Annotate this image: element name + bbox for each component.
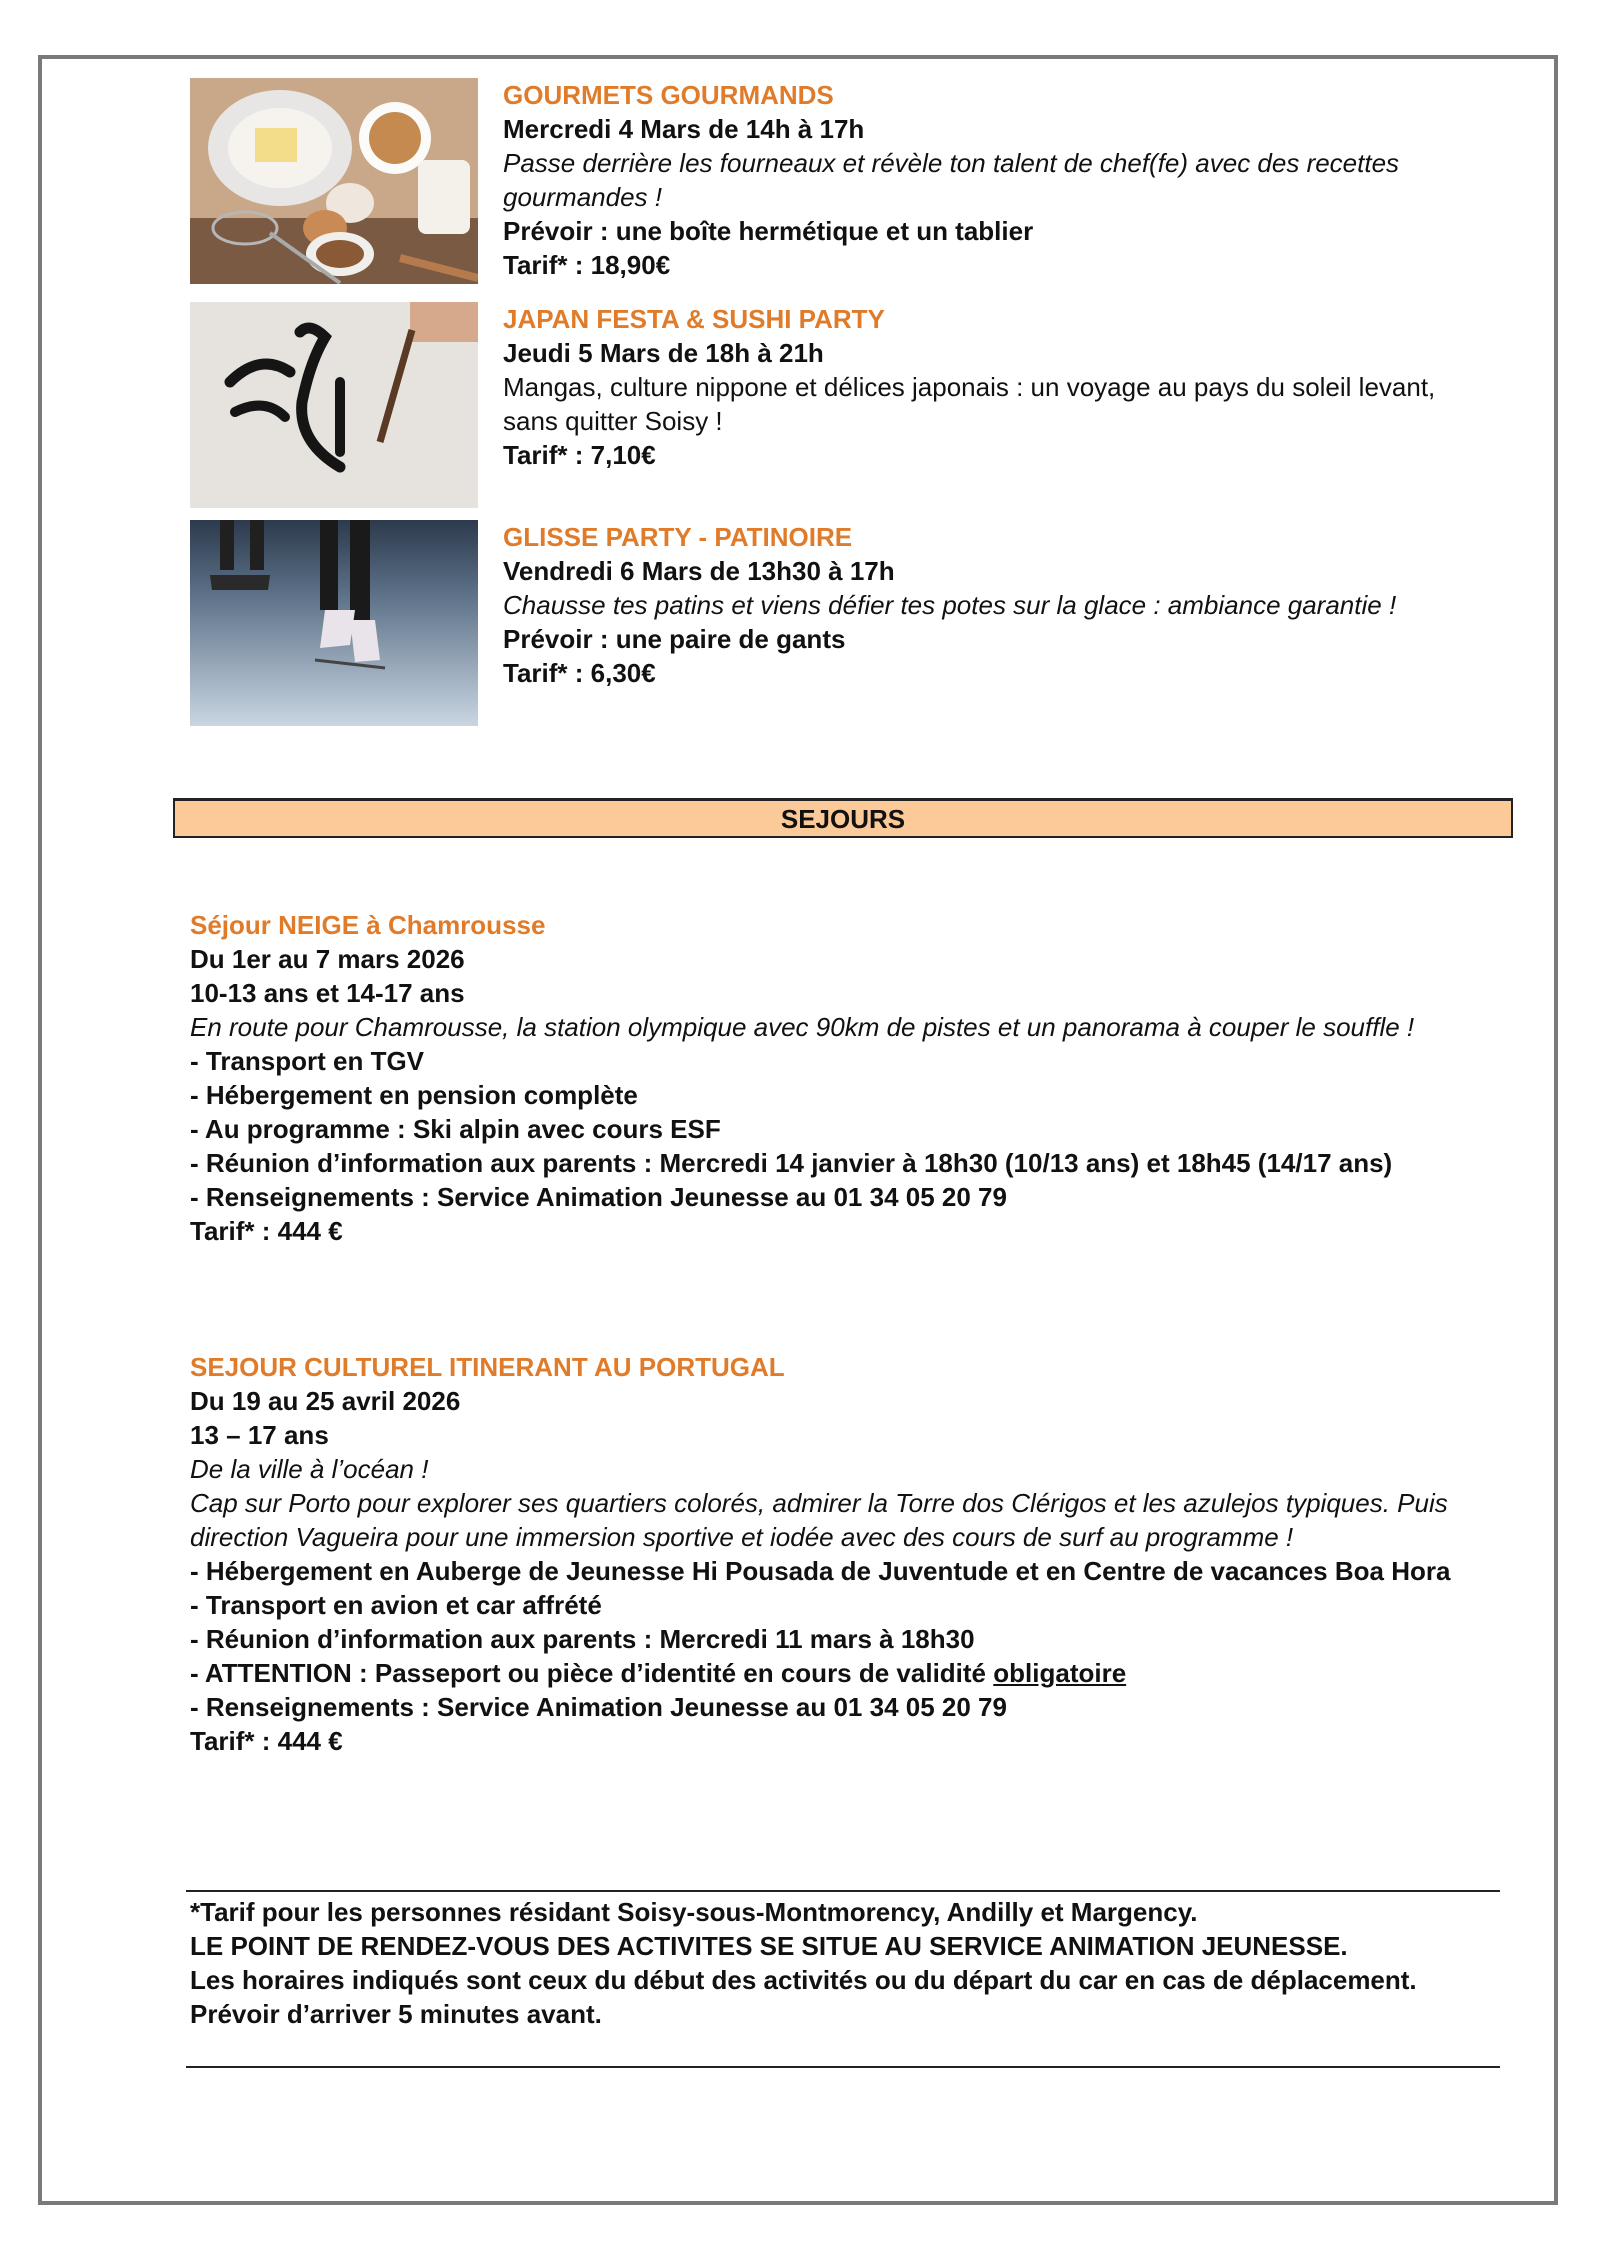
- activity-tarif: Tarif* : 6,30€: [503, 658, 656, 688]
- activity-text: [503, 302, 1493, 472]
- footer-tarif-note: *Tarif pour les personnes résidant Soisy-sous-Montmorency, Andilly et Margency.: [190, 1897, 1198, 1927]
- activity-title: GLISSE PARTY - PATINOIRE: [503, 522, 853, 552]
- sejour-dates: Du 1er au 7 mars 2026: [190, 944, 465, 974]
- activity-prevoir: Prévoir : une paire de gants: [503, 624, 846, 654]
- sejour-description: En route pour Chamrousse, la station olympique avec 90km de pistes et un panorama à couper le souffle !: [190, 1012, 1415, 1042]
- footer-top-rule: [186, 1890, 1500, 1892]
- activity-date: Jeudi 5 Mars de 18h à 21h: [503, 338, 824, 368]
- activity-title: JAPAN FESTA & SUSHI PARTY: [503, 304, 885, 334]
- skating-photo: [190, 520, 478, 726]
- sejour-ages: 13 – 17 ans: [190, 1420, 329, 1450]
- sejour-title: Séjour NEIGE à Chamrousse: [190, 910, 546, 940]
- sejour-description: Cap sur Porto pour explorer ses quartiers colorés, admirer la Torre dos Clérigos et les azulejos typiques. Puis direction Vagueira pour une immersion sportive et iodée avec des cours de surf au programme !: [190, 1488, 1448, 1552]
- footer-meeting-point: LE POINT DE RENDEZ-VOUS DES ACTIVITES SE SITUE AU SERVICE ANIMATION JEUNESSE.: [190, 1931, 1348, 1961]
- sejour-item: - Réunion d’information aux parents : Mercredi 14 janvier à 18h30 (10/13 ans) et 18h45 (14/17 ans): [190, 1148, 1393, 1178]
- section-title-sejours: SEJOURS: [173, 798, 1513, 838]
- sejour-item: - Réunion d’information aux parents : Mercredi 11 mars à 18h30: [190, 1624, 975, 1654]
- sejour-title: SEJOUR CULTUREL ITINERANT AU PORTUGAL: [190, 1352, 785, 1382]
- sejour-portugal: [190, 1350, 1500, 1758]
- sejour-tagline: De la ville à l’océan !: [190, 1454, 429, 1484]
- sejour-item: - Renseignements : Service Animation Jeunesse au 01 34 05 20 79: [190, 1182, 1007, 1212]
- activity-description: Chausse tes patins et viens défier tes potes sur la glace : ambiance garantie !: [503, 590, 1397, 620]
- baking-photo: [190, 78, 478, 284]
- footer-bottom-rule: [186, 2066, 1500, 2068]
- sejour-tarif: Tarif* : 444 €: [190, 1726, 343, 1756]
- sejour-attention: [190, 1656, 1500, 1690]
- activity-text: [503, 520, 1493, 690]
- activity-tarif: Tarif* : 7,10€: [503, 440, 656, 470]
- sejour-item: - Transport en TGV: [190, 1046, 425, 1076]
- sejour-dates: Du 19 au 25 avril 2026: [190, 1386, 461, 1416]
- sejour-tarif: Tarif* : 444 €: [190, 1216, 343, 1246]
- sejour-renseignements: - Renseignements : Service Animation Jeunesse au 01 34 05 20 79: [190, 1692, 1007, 1722]
- activity-text: [503, 78, 1493, 282]
- sejour-item: - Au programme : Ski alpin avec cours ESF: [190, 1114, 721, 1144]
- footer-notes: [190, 1895, 1500, 2031]
- activity-date: Mercredi 4 Mars de 14h à 17h: [503, 114, 865, 144]
- activity-prevoir: Prévoir : une boîte hermétique et un tablier: [503, 216, 1034, 246]
- calligraphy-photo: [190, 302, 478, 508]
- sejour-item: - Hébergement en pension complète: [190, 1080, 638, 1110]
- activity-tarif: Tarif* : 18,90€: [503, 250, 671, 280]
- attention-text: - ATTENTION : Passeport ou pièce d’identité en cours de validité: [190, 1658, 987, 1688]
- sejour-ages: 10-13 ans et 14-17 ans: [190, 978, 465, 1008]
- activity-description: Passe derrière les fourneaux et révèle ton talent de chef(fe) avec des recettes gourmandes !: [503, 148, 1400, 212]
- activity-date: Vendredi 6 Mars de 13h30 à 17h: [503, 556, 895, 586]
- attention-underlined: obligatoire: [993, 1658, 1127, 1688]
- activity-description: Mangas, culture nippone et délices japonais : un voyage au pays du soleil levant, sans quitter Soisy !: [503, 372, 1436, 436]
- sejour-item: - Hébergement en Auberge de Jeunesse Hi Pousada de Juventude et en Centre de vacances Boa Hora: [190, 1556, 1451, 1586]
- sejour-neige: [190, 908, 1500, 1248]
- sejour-item: - Transport en avion et car affrété: [190, 1590, 602, 1620]
- activity-title: GOURMETS GOURMANDS: [503, 80, 834, 110]
- footer-schedule-note: Les horaires indiqués sont ceux du début des activités ou du départ du car en cas de déplacement. Prévoir d’arriver 5 minutes avant.: [190, 1965, 1417, 2029]
